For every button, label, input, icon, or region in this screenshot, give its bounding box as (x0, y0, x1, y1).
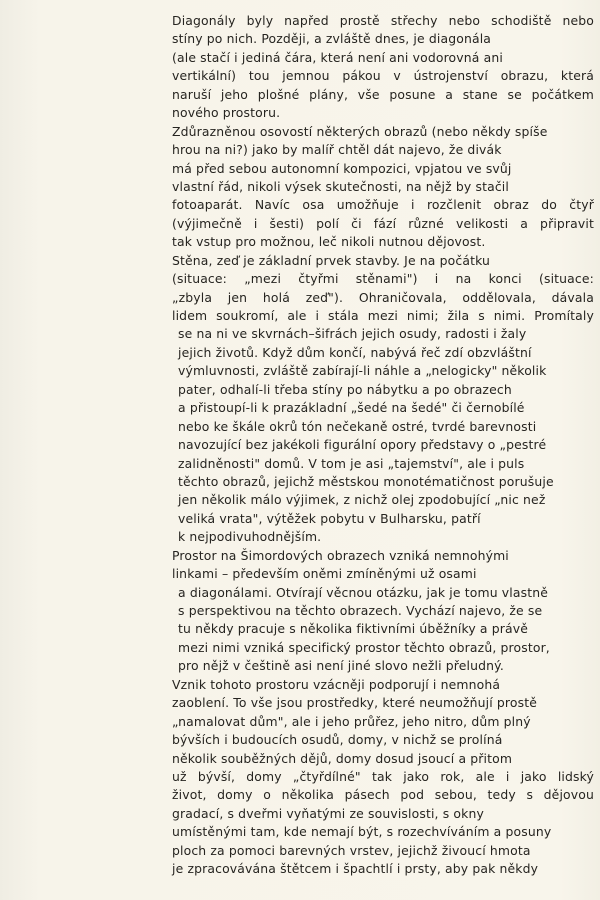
text-line: Diagonály byly napřed prostě střechy nebo schodiště nebo (172, 13, 594, 28)
text-line: vertikální) tou jemnou pákou v ústrojenství obrazu, která (172, 68, 594, 84)
text-line: (ale stačí i jediná čára, která není ani vodorovná ani (172, 49, 503, 65)
text-line: (výjimečně i šesti) polí či fází různé velikosti a připravit (172, 215, 594, 231)
text-line: je zpracovávána štětcem i špachtlí i prsty, aby pak někdy (172, 861, 539, 877)
text-line: naruší jeho plošné plány, vše posune a stane se počátkem (172, 86, 594, 102)
text-line: stíny po nich. Později, a zvláště dnes, je diagonála (172, 31, 492, 47)
text-line: a přistoupí-li k prazákladní „šedé na šedé" či černobílé (178, 400, 525, 416)
text-line: mezi nimi vzniká specifický prostor těchto obrazů, prostor, (178, 639, 550, 655)
text-line: jejich životů. Když dům končí, nabývá řeč zdí obzvláštní (178, 344, 532, 360)
text-line: výmluvnosti, zvláště zabírají-li náhle a „nelogicky" několik (178, 363, 547, 379)
text-line: má před sebou autonomní kompozici, vpjatou ve svůj (172, 160, 512, 176)
text-line: umístěnými tam, kde nemají být, s rozechvíváním a posuny (172, 824, 552, 840)
text-line: hrou na ni?) jako by malíř chtěl dát najevo, že divák (172, 142, 502, 158)
text-line: a diagonálami. Otvírají věcnou otázku, jak je tomu vlastně (178, 584, 549, 600)
text-line: „namalovat dům", ale i jeho průřez, jeho nitro, dům plný (172, 713, 531, 729)
body-text (172, 12, 594, 879)
text-line: fotoaparát. Navíc osa umožňuje i rozčlenit obraz do čtyř (172, 197, 594, 213)
text-line: vlastní řád, nikoli výsek skutečnosti, na nějž by stačil (172, 178, 509, 194)
text-line: pater, odhalí-li třeba stíny po nábytku a po obrazech (178, 381, 512, 397)
text-line: jen několik málo výjimek, z nichž olej zpodobující „nic než (178, 492, 546, 508)
text-line: veliká vrata", výtěžek pobytu v Bulharsku, patří (178, 510, 481, 526)
text-line: (situace: „mezi čtyřmi stěnami") i na konci (situace: (172, 271, 594, 287)
text-line: linkami – především oněmi zmíněnými už osami (172, 566, 477, 582)
text-line: Prostor na Šimordových obrazech vzniká nemnohými (172, 547, 509, 563)
text-line: tak vstup pro možnou, leč nikoli nutnou dějovost. (172, 234, 486, 250)
text-line: lidem soukromí, ale i stála mezi nimi; žila s nimi. Promítaly (172, 308, 594, 323)
text-line: „zbyla jen holá zeď"). Ohraničovala, oddělovala, dávala (172, 289, 594, 305)
text-line: gradací, s dveřmi vyňatými ze souvislosti, s okny (172, 805, 484, 821)
text-line: nového prostoru. (172, 105, 281, 121)
text-line: bývších i budoucích osudů, domy, v nichž se prolíná (172, 732, 503, 748)
text-line: navozující bez jakékoli figurální opory představy o „pestré (178, 437, 547, 453)
text-line: život, domy o několika pásech pod sebou, tedy s dějovou (172, 787, 594, 803)
text-line: k nejpodivuhodnějším. (178, 529, 322, 545)
text-line: s perspektivou na těchto obrazech. Vychází najevo, že se (178, 603, 543, 618)
text-line: zaoblení. To vše jsou prostředky, které neumožňují prostě (172, 695, 538, 711)
text-line: Vznik tohoto prostoru vzácněji podporují i nemnohá (172, 676, 501, 692)
text-line: zalidněnosti" domů. V tom je asi „tajemství", ale i puls (178, 455, 525, 471)
text-line: Stěna, zeď je základní prvek stavby. Je na počátku (172, 252, 491, 268)
text-line: několik souběžných dějů, domy dosud jsoucí a přitom (172, 750, 513, 766)
bleed-through-lettering (0, 14, 164, 144)
text-line: se na ni ve skvrnách–šifrách jejich osudy, radosti i žaly (178, 326, 527, 342)
text-line: ploch za pomoci barevných vrstev, jejichž živoucí hmota (172, 842, 531, 858)
text-line: pro nějž v češtině asi není jiné slovo nežli přeludný. (178, 658, 504, 674)
text-line: těchto obrazů, jejichž městskou monotématičnost porušuje (178, 473, 554, 489)
text-line: tu někdy pracuje s několika fiktivními úběžníky a právě (178, 621, 529, 637)
text-line: už bývší, domy „čtyřdílné" tak jako rok, ale i jako lidský (172, 768, 594, 784)
text-line: Zdůrazněnou osovostí některých obrazů (nebo někdy spíše (172, 123, 548, 139)
text-line: nebo ke škále okrů tón nečekaně ostré, tvrdé barevnosti (178, 418, 537, 434)
